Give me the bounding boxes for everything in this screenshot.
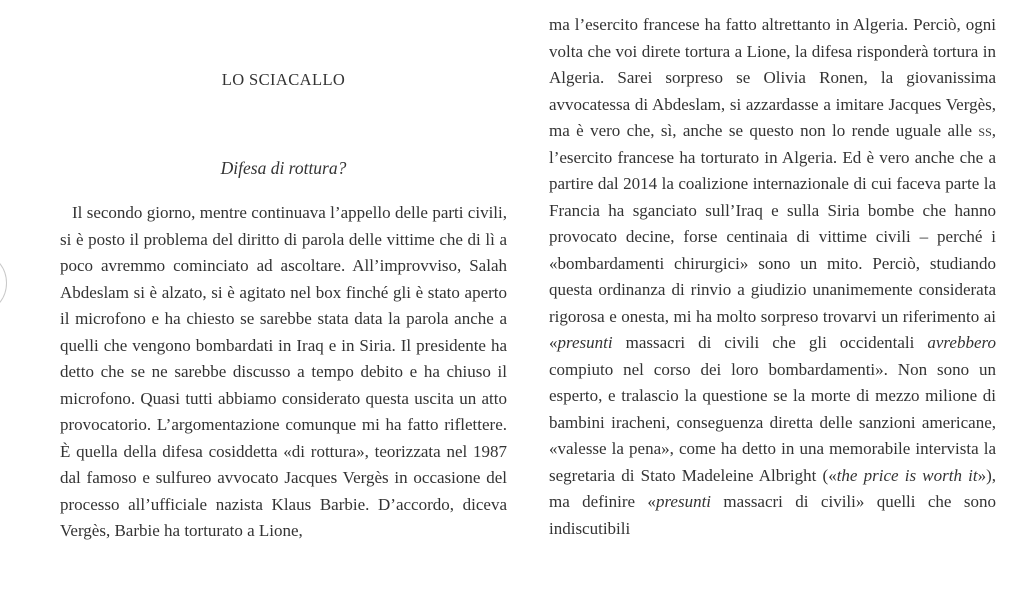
section-subtitle: Difesa di rottura? xyxy=(220,158,347,178)
left-page xyxy=(60,0,507,589)
right-page xyxy=(549,0,996,589)
right-page-text: ma l’esercito francese ha fatto altrettanto in Algeria. Perciò, ogni volta che voi direte tortura a Lione, la difesa risponderà tortura in Algeria. Sarei sorpreso se Olivia Ronen, la giovanissima avvocatessa di Abdeslam, si azzardasse a imitare Jacques Vergès, ma è vero che, sì, anche se questo non lo rende uguale alle ss, l’esercito francese ha torturato in Algeria. Ed è vero anche che a partire dal 2014 la coalizione internazionale di cui faceva parte la Francia ha sganciato sull’Iraq e sulla Siria bombe che hanno provocato decine, forse centinaia di vittime civili – perché i «bombardamenti chirurgici» sono un mito. Perciò, studiando questa ordinanza di rinvio a giudizio unanimemente considerata rigorosa e onesta, mi ha molto sorpreso trovarvi un riferimento ai «presunti massacri di civili che gli occidentali avrebbero compiuto nel corso dei loro bombardamenti». Non sono un esperto, e tralascio la questione se la morte di mezzo milione di bambini iracheni, conseguenza diretta delle sanzioni americane, «valesse la pena», come ha detto in una memorabile intervista la segretaria di Stato Madeleine Albright («the price is worth it»), ma definire «presunti massacri di civili» quelli che sono indiscutibili xyxy=(549,15,996,538)
chapter-title: LO SCIACALLO xyxy=(221,70,346,89)
prev-page-button[interactable] xyxy=(0,251,7,315)
left-page-text: Il secondo giorno, mentre continuava l’appello delle parti civili, si è posto il problema del diritto di parola delle vittime che di lì a poco avremmo cominciato ad ascoltare. All’improvviso, Salah Abdeslam si è alzato, si è agitato nel box finché gli è stato aperto il microfono e ha chiesto se sarebbe stata data la parola anche a quelli che vengono bombardati in Iraq e in Siria. Il presidente ha detto che se ne sarebbe discusso a tempo debito e ha chiuso il microfono. Quasi tutti abbiamo considerato questa uscita un atto provocatorio. L’argomentazione comunque mi ha fatto riflettere. È quella della difesa cosiddetta «di rottura», teorizzata nel 1987 dal famoso e sulfureo avvocato Jacques Vergès in occasione del processo all’ufficiale nazista Klaus Barbie. D’accordo, diceva Vergès, Barbie ha torturato a Lione, xyxy=(60,203,507,540)
